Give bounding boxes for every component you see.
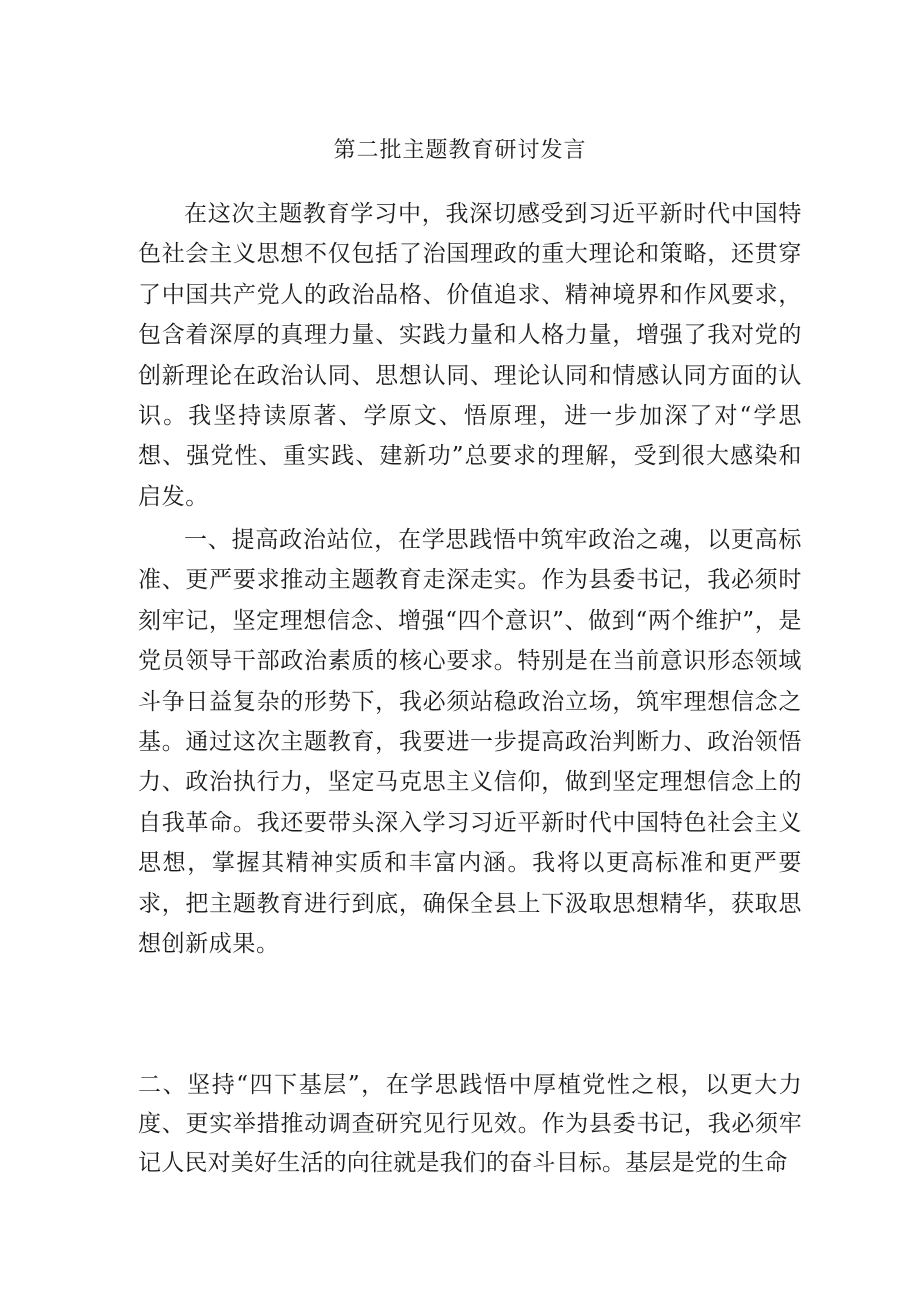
paragraph-intro: 在这次主题教育学习中，我深切感受到习近平新时代中国特色社会主义思想不仅包括了治国理政的重大理论和策略，还贯穿了中国共产党人的政治品格、价值追求、精神境界和作风要求，包含着深厚的真理力量、实践力量和人格力量，增强了我对党的创新理论在政治认同、思想认同、理论认同和情感认同方面的认识。我坚持读原著、学原文、悟原理，进一步加深了对“学思想、强党性、重实践、建新功”总要求的理解，受到很大感染和启发。 — [138, 201, 802, 510]
paragraph-section-one: 一、提高政治站位，在学思践悟中筑牢政治之魂，以更高标准、更严要求推动主题教育走深走实。作为县委书记，我必须时刻牢记，坚定理想信念、增强“四个意识”、做到“两个维护”，是党员领导干部政治素质的核心要求。特别是在当前意识形态领域斗争日益复杂的形势下，我必须站稳政治立场，筑牢理想信念之基。通过这次主题教育，我要进一步提高政治判断力、政治领悟力、政治执行力，坚定马克思主义信仰，做到坚定理想信念上的自我革命。我还要带头深入学习习近平新时代中国特色社会主义思想，掌握其精神实质和丰富内涵。我将以更高标准和更严要求，把主题教育进行到底，确保全县上下汲取思想精华，获取思想创新成果。 — [138, 527, 802, 958]
paragraph-section-two: 二、坚持“四下基层”，在学思践悟中厚植党性之根，以更大力度、更实举措推动调查研究见行见效。作为县委书记，我必须牢记人民对美好生活的向往就是我们的奋斗目标。基层是党的生命 — [138, 1072, 802, 1176]
document-title: 第二批主题教育研讨发言 — [333, 138, 587, 163]
